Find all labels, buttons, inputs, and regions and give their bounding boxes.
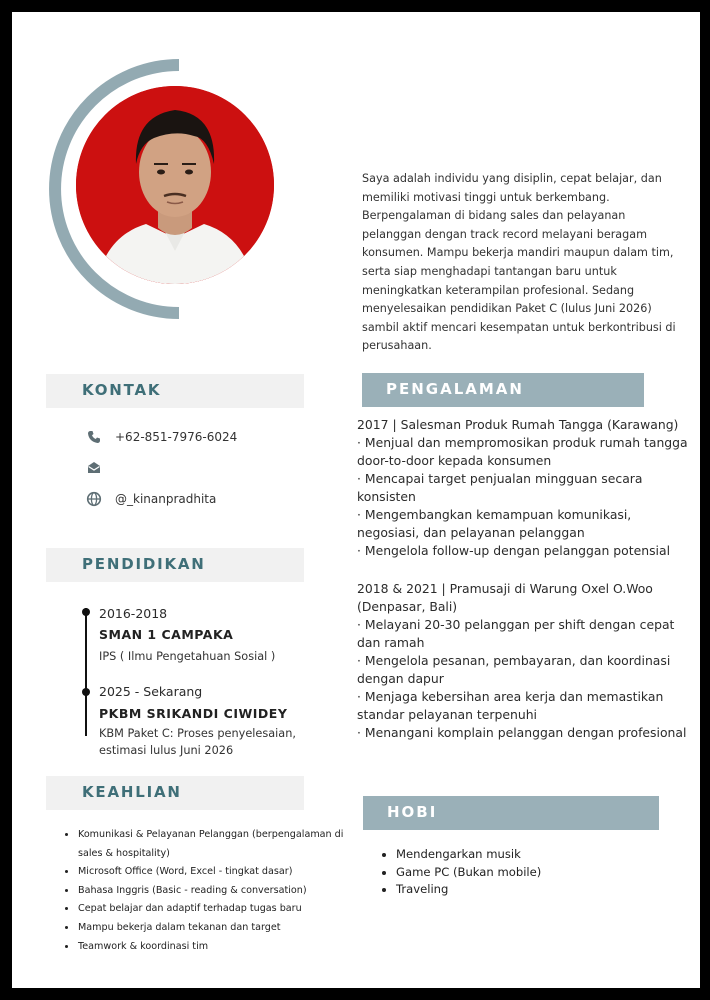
education-school: SMAN 1 CAMPAKA xyxy=(99,627,234,642)
email-icon xyxy=(86,460,102,476)
list-item: • Cepat belajar dan adaptif terhadap tugas baru xyxy=(77,900,347,919)
experience-bullet: Menjaga kebersihan area kerja dan memastikan standar pelayanan terpenuhi xyxy=(357,689,664,722)
section-title: KONTAK xyxy=(82,381,162,399)
contact-phone xyxy=(86,427,237,447)
skills-list xyxy=(60,826,347,956)
education-years: 2025 - Sekarang xyxy=(99,684,203,699)
profile-photo xyxy=(76,86,274,284)
hobby-list xyxy=(380,846,541,899)
section-header-pendidikan xyxy=(46,548,304,582)
contact-social xyxy=(86,489,216,509)
experience-bullet: Mengelola pesanan, pembayaran, dan koordinasi dengan dapur xyxy=(357,653,671,686)
section-header-hobi xyxy=(363,796,659,830)
education-description: KBM Paket C: Proses penyelesaian, estimasi lulus Juni 2026 xyxy=(99,727,296,757)
list-item: • Mampu bekerja dalam tekanan dan target xyxy=(77,919,347,938)
experience-bullet: Mencapai target penjualan mingguan secara konsisten xyxy=(357,471,643,504)
section-title: HOBI xyxy=(387,803,438,821)
experience-header: 2017 | Salesman Produk Rumah Tangga (Karawang) xyxy=(357,417,679,432)
experience-header: 2018 & 2021 | Pramusaji di Warung Oxel O.Woo (Denpasar, Bali) xyxy=(357,581,653,614)
section-header-kontak xyxy=(46,374,304,408)
phone-number: +62-851-7976-6024 xyxy=(115,430,238,444)
education-timeline xyxy=(85,608,87,736)
social-handle: @_kinanpradhita xyxy=(115,492,217,506)
experience-entry: 2018 & 2021 | Pramusaji di Warung Oxel O.Woo (Denpasar, Bali) · Melayani 20-30 pelanggan per shift dengan cepat dan ramah · Mengelola pesanan, pembayaran, dan koordinasi dengan dapur · Menjaga kebersihan area kerja dan memastikan standar pelayanan terpenuhi · Menangani komplain pelanggan dengan profesional xyxy=(357,580,691,742)
profile-summary: Saya adalah individu yang disiplin, cepat belajar, dan memiliki motivasi tinggi untuk berkembang. Berpengalaman di bidang sales dan pelayanan pelanggan dengan track record melayani beragam konsumen. Mampu bekerja mandiri maupun dalam tim, serta siap menghadapi tantangan baru untuk meningkatkan keterampilan profesional. Sedang menyelesaikan pendidikan Paket C (lulus Juni 2026) sambil aktif mencari kesempatan untuk berkontribusi di perusahaan. xyxy=(362,172,676,353)
education-description: IPS ( Ilmu Pengetahuan Sosial ) xyxy=(99,650,276,663)
section-title: KEAHLIAN xyxy=(82,783,182,801)
globe-icon xyxy=(86,491,102,507)
list-item: • Mendengarkan musik xyxy=(396,846,541,864)
experience-bullet: Mengelola follow-up dengan pelanggan potensial xyxy=(364,543,671,558)
education-school: PKBM SRIKANDI CIWIDEY xyxy=(99,706,288,721)
list-item: • Teamwork & koordinasi tim xyxy=(77,938,347,957)
experience-bullet: Menangani komplain pelanggan dengan profesional xyxy=(364,725,687,740)
education-years: 2016-2018 xyxy=(99,606,168,621)
list-item: • Traveling xyxy=(396,881,541,899)
section-header-keahlian xyxy=(46,776,304,810)
timeline-dot xyxy=(82,688,90,696)
section-title: PENGALAMAN xyxy=(386,380,524,398)
contact-email xyxy=(86,458,115,478)
list-item: • Game PC (Bukan mobile) xyxy=(396,864,541,882)
list-item: • Komunikasi & Pelayanan Pelanggan (berpengalaman di sales & hospitality) xyxy=(77,826,347,863)
experience-entry: 2017 | Salesman Produk Rumah Tangga (Karawang) · Menjual dan mempromosikan produk rumah tangga door-to-door kepada konsumen · Mencapai target penjualan mingguan secara konsisten · Mengembangkan kemampuan komunikasi, negosiasi, dan pelayanan pelanggan · Mengelola follow-up dengan pelanggan potensial xyxy=(357,416,691,560)
experience-bullet: Melayani 20-30 pelanggan per shift dengan cepat dan ramah xyxy=(357,617,675,650)
section-header-pengalaman xyxy=(362,373,644,407)
section-title: PENDIDIKAN xyxy=(82,555,206,573)
experience-bullet: Mengembangkan kemampuan komunikasi, negosiasi, dan pelayanan pelanggan xyxy=(357,507,632,540)
timeline-dot xyxy=(82,608,90,616)
list-item: • Microsoft Office (Word, Excel - tingkat dasar) xyxy=(77,863,347,882)
experience-bullet: Menjual dan mempromosikan produk rumah tangga door-to-door kepada konsumen xyxy=(357,435,688,468)
phone-icon xyxy=(86,429,102,445)
list-item: • Bahasa Inggris (Basic - reading & conversation) xyxy=(77,882,347,901)
resume-page xyxy=(12,12,700,988)
